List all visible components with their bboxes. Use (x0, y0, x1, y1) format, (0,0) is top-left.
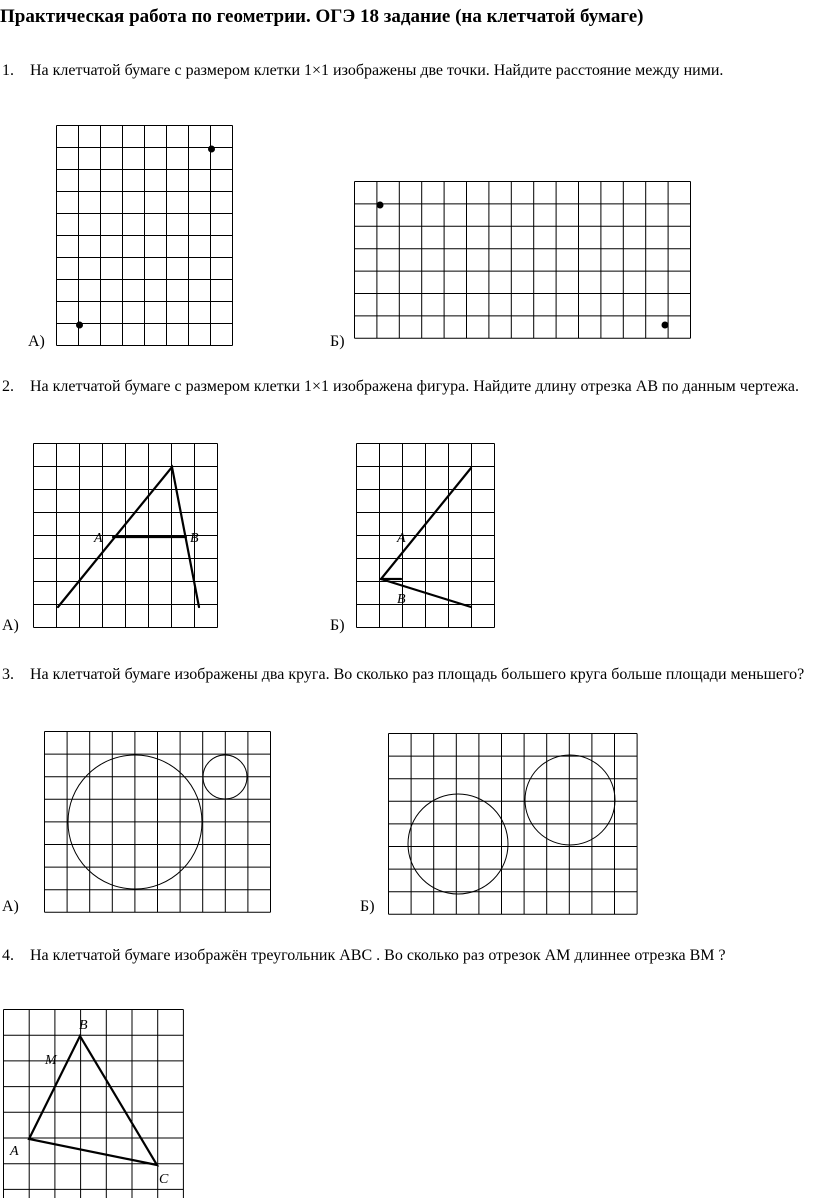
task-3b-label: Б) (360, 898, 375, 915)
task-1-number: 1. (2, 62, 14, 79)
task-1b-grid (354, 181, 692, 349)
point (377, 202, 384, 209)
grid-lines (389, 734, 638, 915)
task-3-number: 3. (2, 666, 14, 683)
task-4-number: 4. (2, 947, 14, 964)
point-a-label: A (10, 1144, 19, 1159)
point (662, 322, 669, 329)
task-2a-grid (33, 443, 225, 633)
task-1a-label: А) (28, 333, 45, 350)
point-a-label: A (94, 531, 103, 546)
task-3b-grid (388, 733, 640, 915)
task-4-text: На клетчатой бумаге изображён треугольник ABC . Во сколько раз отрезок AM длиннее отрезка BM ? (30, 947, 726, 964)
grid-lines (355, 182, 691, 339)
task-2-text: На клетчатой бумаге с размером клетки 1×1 изображена фигура. Найдите длину отрезка АВ по данным чертежа. (30, 378, 799, 395)
point-c-label: C (159, 1172, 169, 1187)
point-m-label: M (45, 1053, 57, 1068)
task-2-number: 2. (2, 378, 14, 395)
point-b-label: B (79, 1018, 88, 1033)
point-b-label: B (190, 531, 199, 546)
task-1a-grid (56, 125, 236, 349)
circle-right (525, 755, 615, 845)
page-title: Практическая работа по геометрии. ОГЭ 18 задание (на клетчатой бумаге) (0, 6, 644, 27)
task-4-grid (3, 1009, 185, 1198)
task-3-text: На клетчатой бумаге изображены два круга. Во сколько раз площадь большего круга больше площади меньшего? (30, 666, 805, 683)
task-3a-label: А) (2, 898, 19, 915)
task-2b-label: Б) (330, 617, 345, 634)
point (76, 322, 83, 329)
task-2a-label: А) (2, 617, 19, 634)
circle-left (408, 794, 508, 894)
task-1b-label: Б) (330, 333, 345, 350)
point (208, 146, 215, 153)
task-3a-grid (44, 731, 272, 913)
point-a-label: A (397, 531, 406, 546)
grid-lines (4, 1010, 184, 1198)
grid-lines (57, 126, 233, 346)
task-1-text: На клетчатой бумаге с размером клетки 1×1 изображены две точки. Найдите расстояние между ними. (30, 62, 724, 79)
point-b-label: B (397, 592, 406, 607)
task-2b-grid (356, 443, 496, 633)
grid-lines (357, 444, 495, 628)
